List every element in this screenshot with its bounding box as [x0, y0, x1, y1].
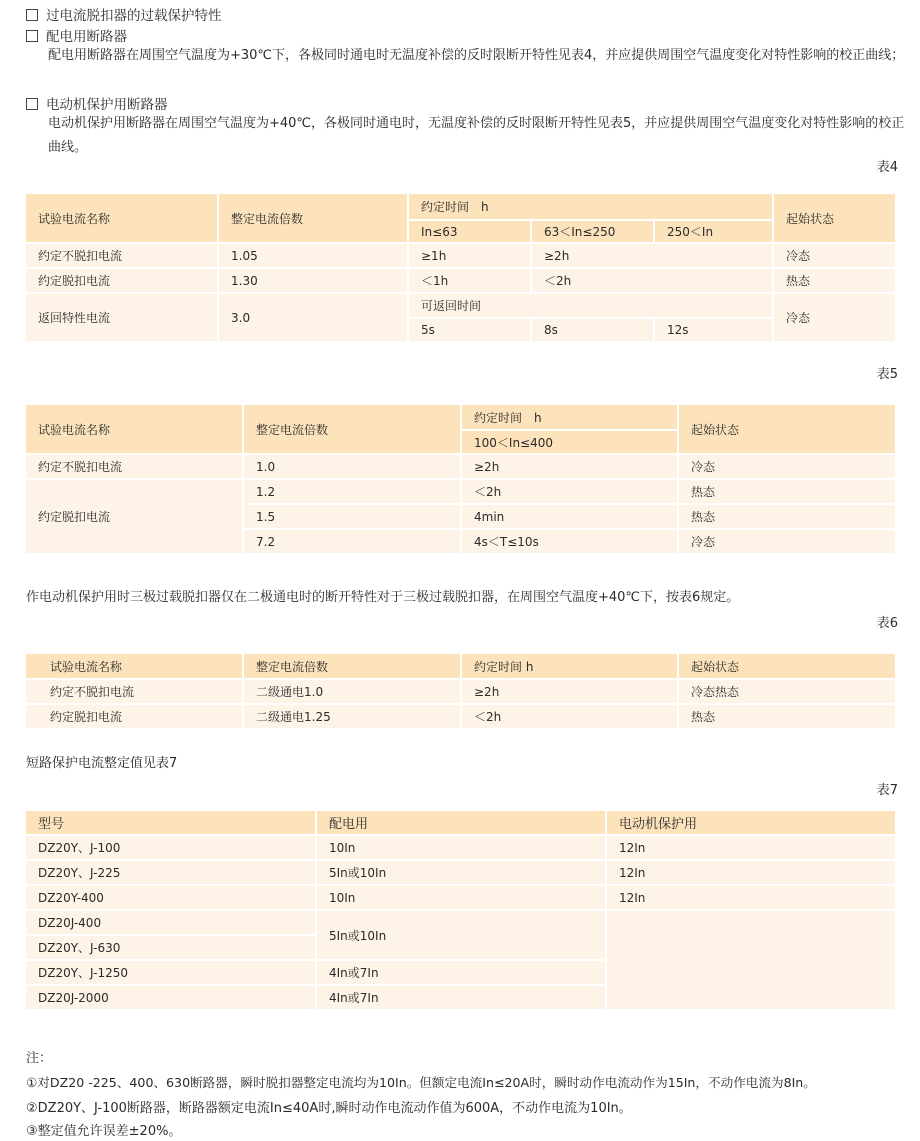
- cell: 12In: [606, 860, 896, 885]
- table4-sub-header: 250＜In: [654, 220, 773, 243]
- table-row: [26, 679, 896, 704]
- cell: 二级通电1.25: [243, 704, 461, 729]
- checkbox-icon: [26, 30, 38, 42]
- cell: DZ20Y-400: [26, 885, 316, 910]
- note-2: ②DZ20Y、J-100断路器，断路器额定电流In≤40A时,瞬时动作电流动作值为600A，不动作电流为10In。: [26, 1101, 632, 1116]
- table6-header: 试验电流名称: [26, 654, 243, 679]
- cell: DZ20Y、J-630: [26, 935, 316, 960]
- cell: 4In或7In: [316, 960, 606, 985]
- cell: 冷态: [678, 529, 896, 554]
- table-row: [26, 479, 896, 504]
- cell: ≥2h: [461, 679, 678, 704]
- table-row: [26, 243, 896, 268]
- cell: ≥1h: [408, 243, 531, 268]
- table4-header-state: 起始状态: [773, 194, 896, 243]
- cell: ＜1h: [408, 268, 531, 293]
- notes-title: 注：: [26, 1051, 53, 1066]
- note-1: ①对DZ20 -225、400、630断路器，瞬时脱扣器整定电流均为10In。但额定电流In≤20A时，瞬时动作电流动作为15In，不动作电流为8In。: [26, 1075, 816, 1090]
- cell: DZ20Y、J-225: [26, 860, 316, 885]
- cell: DZ20Y、J-100: [26, 835, 316, 860]
- table-row: [26, 704, 896, 729]
- table7-header: 配电用: [316, 811, 606, 835]
- cell-empty: [606, 910, 896, 1010]
- table-row: [26, 885, 896, 910]
- cell: 可返回时间: [408, 293, 773, 318]
- cell: 1.5: [243, 504, 461, 529]
- cell: 5In或10In: [316, 860, 606, 885]
- cell: 1.0: [243, 454, 461, 479]
- cell: 约定不脱扣电流: [26, 243, 218, 268]
- table7: [26, 811, 897, 1011]
- table5-header-time: 约定时间 h: [461, 405, 678, 430]
- cell: 冷态热态: [678, 679, 896, 704]
- table4-header-mult: 整定电流倍数: [218, 194, 408, 243]
- cell: 热态: [773, 268, 896, 293]
- cell: 1.2: [243, 479, 461, 504]
- table4-header-time: 约定时间 h: [408, 194, 773, 220]
- cell: 5In或10In: [316, 910, 606, 960]
- cell: 约定不脱扣电流: [26, 454, 243, 479]
- table5-header-name: 试验电流名称: [26, 405, 243, 454]
- cell: DZ20Y、J-1250: [26, 960, 316, 985]
- section-title-text: 配电用断路器: [46, 29, 127, 45]
- table6: [26, 654, 897, 730]
- table5-header-state: 起始状态: [678, 405, 896, 454]
- cell: 约定脱扣电流: [26, 268, 218, 293]
- section-distribution-title: [26, 25, 127, 45]
- table7-header: 型号: [26, 811, 316, 835]
- table5-header-mult: 整定电流倍数: [243, 405, 461, 454]
- distribution-paragraph: 配电用断路器在周围空气温度为+30℃下，各极同时通电时无温度补偿的反时限断开特性见表4，并应提供周围空气温度变化对特性影响的校正曲线；: [48, 48, 905, 63]
- section-title-text: 电动机保护用断路器: [46, 97, 168, 113]
- cell: 4In或7In: [316, 985, 606, 1010]
- table7-label: 表7: [876, 783, 898, 798]
- motor-paragraph: 电动机保护用断路器在周围空气温度为+40℃，各极同时通电时，无温度补偿的反时限断开特性见表5，并应提供周围空气温度变化对特性影响的校正曲线。: [48, 116, 905, 155]
- table6-header: 起始状态: [678, 654, 896, 679]
- table6-label: 表6: [876, 616, 898, 631]
- cell: 10In: [316, 885, 606, 910]
- table5: [26, 405, 897, 555]
- checkbox-icon: [26, 9, 38, 21]
- cell: ≥2h: [531, 243, 773, 268]
- table4: [26, 194, 897, 343]
- cell: 3.0: [218, 293, 408, 342]
- table-row: [26, 910, 896, 935]
- table6-header: 整定电流倍数: [243, 654, 461, 679]
- section-title-text: 过电流脱扣器的过载保护特性: [46, 8, 222, 24]
- cell: 热态: [678, 504, 896, 529]
- cell: 约定不脱扣电流: [26, 679, 243, 704]
- cell: 热态: [678, 479, 896, 504]
- cell: 1.05: [218, 243, 408, 268]
- table6-header: 约定时间 h: [461, 654, 678, 679]
- cell: 5s: [408, 318, 531, 342]
- cell: 7.2: [243, 529, 461, 554]
- cell: 冷态: [678, 454, 896, 479]
- table7-header: 电动机保护用: [606, 811, 896, 835]
- table4-sub-header: In≤63: [408, 220, 531, 243]
- table5-label: 表5: [876, 367, 898, 382]
- table-row: [26, 454, 896, 479]
- table-row: [26, 860, 896, 885]
- cell: 4min: [461, 504, 678, 529]
- table5-sub-header: 100＜In≤400: [461, 430, 678, 454]
- note-3: ③整定值允许误差±20%。: [26, 1124, 182, 1139]
- section-overload-title: [26, 4, 222, 24]
- cell: 返回特性电流: [26, 293, 218, 342]
- cell: ＜2h: [461, 704, 678, 729]
- cell: 12In: [606, 835, 896, 860]
- cell: 12In: [606, 885, 896, 910]
- cell: ＜2h: [531, 268, 773, 293]
- table-row: [26, 293, 896, 318]
- cell: 冷态: [773, 293, 896, 342]
- cell: 10In: [316, 835, 606, 860]
- checkbox-icon: [26, 98, 38, 110]
- cell: ＜2h: [461, 479, 678, 504]
- cell: ≥2h: [461, 454, 678, 479]
- table-row: [26, 835, 896, 860]
- cell: 4s＜T≤10s: [461, 529, 678, 554]
- cell: 冷态: [773, 243, 896, 268]
- cell: 约定脱扣电流: [26, 704, 243, 729]
- section-motor-title: [26, 93, 168, 113]
- table-row: [26, 268, 896, 293]
- cell: 热态: [678, 704, 896, 729]
- cell: DZ20J-400: [26, 910, 316, 935]
- cell: 二级通电1.0: [243, 679, 461, 704]
- cell: 1.30: [218, 268, 408, 293]
- cell: 约定脱扣电流: [26, 479, 243, 554]
- cell: DZ20J-2000: [26, 985, 316, 1010]
- table4-label: 表4: [876, 160, 898, 175]
- table4-header-name: 试验电流名称: [26, 194, 218, 243]
- table4-sub-header: 63＜In≤250: [531, 220, 654, 243]
- table6-intro: 作电动机保护用时三极过载脱扣器仅在二极通电时的断开特性对于三极过载脱扣器，在周围空气温度+40℃下，按表6规定。: [26, 590, 740, 605]
- cell: 12s: [654, 318, 773, 342]
- table7-intro: 短路保护电流整定值见表7: [26, 756, 178, 771]
- cell: 8s: [531, 318, 654, 342]
